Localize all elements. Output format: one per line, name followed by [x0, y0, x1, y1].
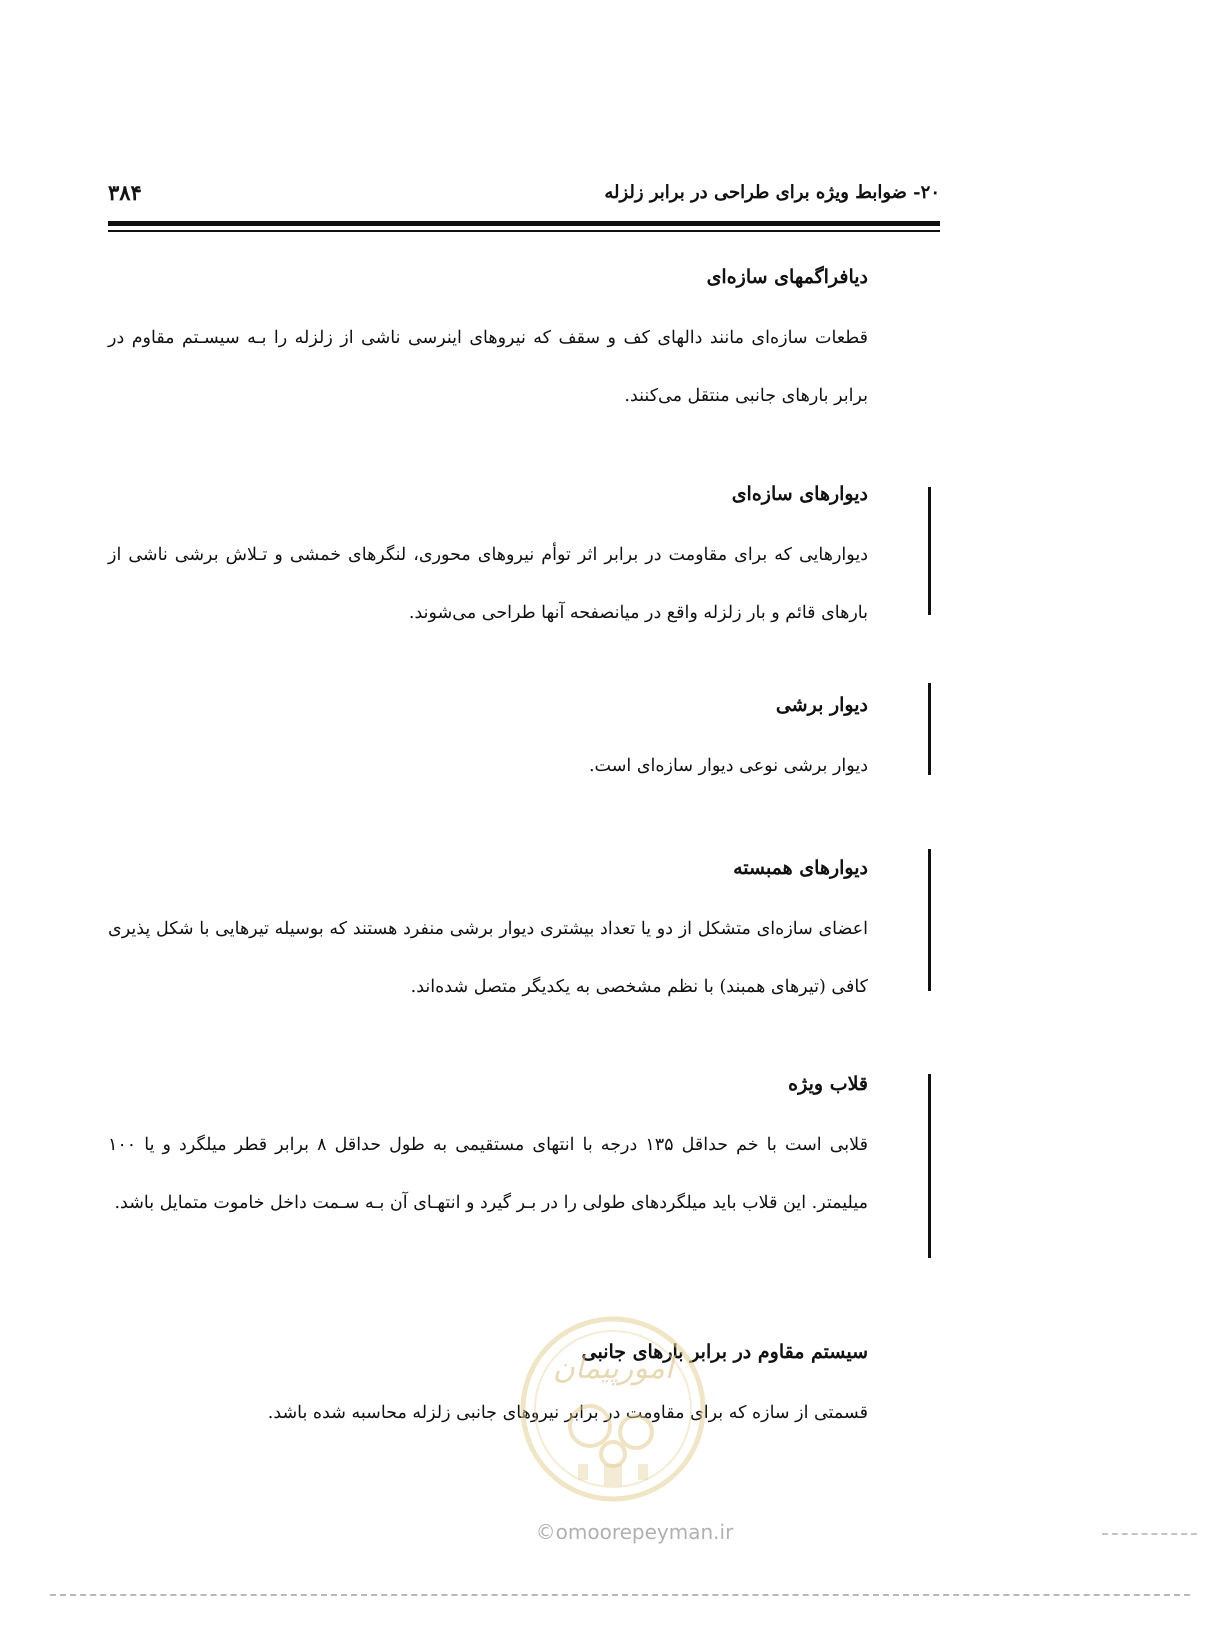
section-body: اعضای سازه‌ای متشکل از دو یا تعداد بیشتری دیوار برشی منفرد هستند که بوسیله تیرهایی با شکل پذیری کافی (تیرهای همبند) با نظم مشخصی به یکدیگر متصل شده‌اند. — [108, 919, 868, 997]
copyright-icon: © — [535, 1520, 556, 1544]
section-diaphragms — [108, 262, 868, 425]
scan-artifact-line — [1102, 1533, 1197, 1535]
watermark-site-text: omoorepeyman.ir — [555, 1520, 734, 1544]
section-body: قسمتی از سازه که برای مقاومت در برابر نیروهای جانبی زلزله محاسبه شده باشد. — [267, 1403, 868, 1423]
watermark-logo-text: امورپیمان — [552, 1351, 674, 1386]
header-rule-thin — [108, 230, 940, 232]
section-structural-walls — [108, 479, 868, 642]
section-title: دیافراگمهای سازه‌ای — [706, 266, 868, 288]
section-title: قلاب ویژه — [788, 1073, 868, 1095]
watermark-logo — [518, 1314, 708, 1504]
section-body: قطعات سازه‌ای مانند دالهای کف و سقف که نیروهای اینرسی ناشی از زلزله را بـه سیسـتم مقاوم در برابر بارهای جانبی منتقل می‌کنند. — [108, 328, 868, 406]
section-title: سیستم مقاوم در برابر بارهای جانبی — [581, 1341, 868, 1363]
page-header — [108, 176, 940, 216]
scan-artifact-line — [50, 1594, 1190, 1596]
section-lateral-system — [108, 1337, 868, 1442]
section-title: دیوارهای سازه‌ای — [731, 483, 868, 505]
section-coupled-walls — [108, 853, 868, 1016]
change-bar — [928, 683, 931, 775]
section-body: قلابی است با خم حداقل ۱۳۵ درجه با انتهای مستقیمی به طول حداقل ۸ برابر قطر میلگرد و یا ۱۰۰ میلیمتر. این قلاب باید میلگردهای طولی را در بـر گیرد و انتهـای آن بـه سـمت داخل خاموت متمایل باشد. — [108, 1135, 868, 1213]
page-number: ۳۸۴ — [108, 180, 142, 205]
change-bar — [928, 1074, 931, 1258]
section-body: دیوارهایی که برای مقاومت در برابر اثر توأم نیروهای محوری، لنگرهای خمشی و تـلاش برشی ناشی از بارهای قائم و بار زلزله واقع در میانصفحه آنها طراحی می‌شوند. — [108, 545, 868, 623]
header-rule-thick — [108, 221, 940, 226]
section-body: دیوار برشی نوعی دیوار سازه‌ای است. — [588, 756, 868, 776]
section-seismic-hook — [108, 1069, 868, 1232]
section-shear-wall — [108, 690, 868, 795]
change-bar — [928, 849, 931, 991]
chapter-title: ۲۰- ضوابط ویژه برای طراحی در برابر زلزله — [604, 182, 940, 203]
change-bar — [928, 487, 931, 615]
watermark-site — [0, 1520, 1229, 1544]
section-title: دیوارهای همبسته — [733, 857, 868, 879]
section-title: دیوار برشی — [775, 694, 868, 716]
